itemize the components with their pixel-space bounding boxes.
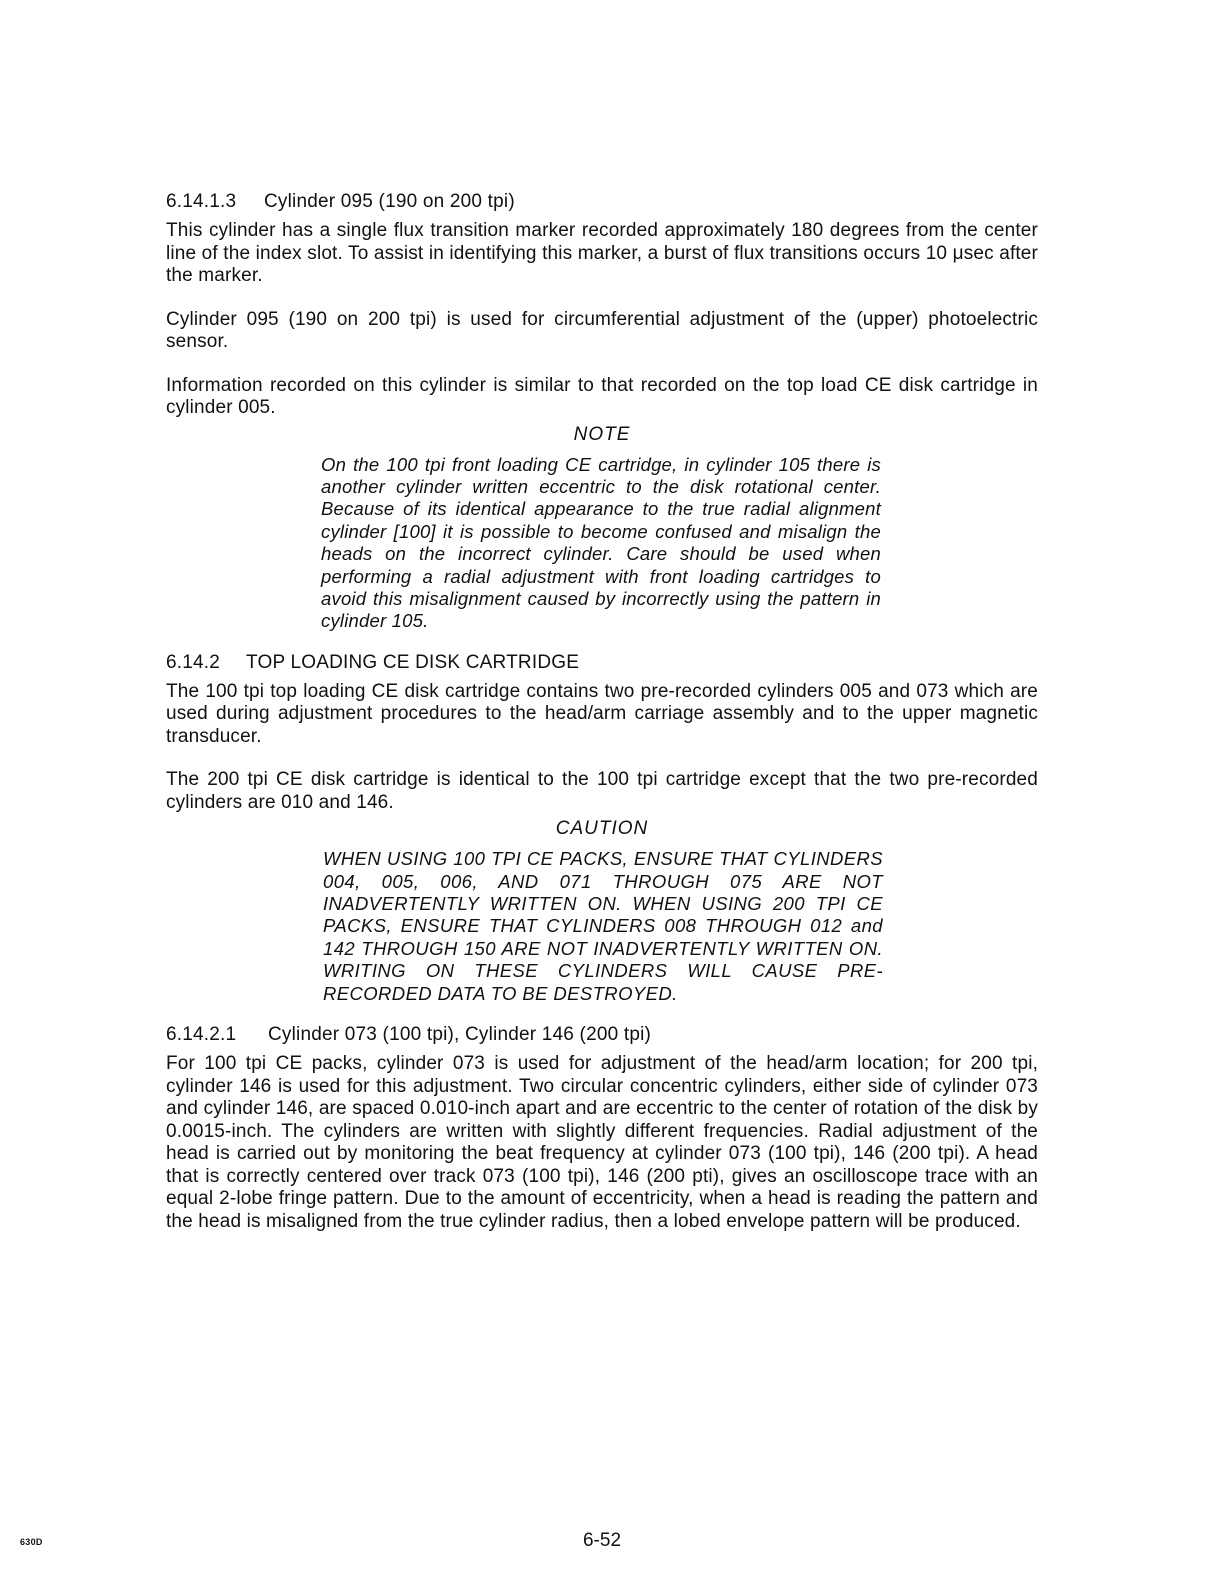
section-number: 6.14.1.3 xyxy=(166,191,237,212)
section-title: TOP LOADING CE DISK CARTRIDGE xyxy=(246,651,580,673)
paragraph: For 100 tpi CE packs, cylinder 073 is used for adjustment of the head/arm location; for 200 tpi, cylinder 146 is used for this adjustment. Two circular concentric cylinders, either side of cylinder 073 and cylinder 146, are spaced 0.010-inch apart and are eccentric to the center of rotation of the disk by 0.0015-inch. The cylinders are written with slightly different frequencies. Radial adjustment of the head is carried out by monitoring the beat frequency at cylinder 073 (100 tpi), 146 (200 tpi). A head that is correctly centered over track 073 (100 tpi), 146 (200 pti), gives an oscilloscope trace with an equal 2-lobe fringe pattern. Due to the amount of eccentricity, when a head is reading the pattern and the head is misaligned from the true cylinder radius, then a lobed envelope pattern will be produced. xyxy=(166,1053,1038,1232)
paragraph: Information recorded on this cylinder is similar to that recorded on the top load CE disk cartridge in cylinder 005. xyxy=(166,374,1038,418)
document-code: 630D xyxy=(20,1537,43,1547)
paragraph: The 200 tpi CE disk cartridge is identical to the 100 tpi cartridge except that the two pre-recorded cylinders are 010 and 146. xyxy=(166,769,1038,813)
note-title: NOTE xyxy=(573,423,631,445)
content-column xyxy=(166,190,1038,1254)
paragraph: Cylinder 095 (190 on 200 tpi) is used for circumferential adjustment of the (upper) photoelectric sensor. xyxy=(166,308,1038,352)
page-number: 6-52 xyxy=(582,1530,622,1551)
paragraph: The 100 tpi top loading CE disk cartridge contains two pre-recorded cylinders 005 and 073 which are used during adjustment procedures to the head/arm carriage assembly and to the upper magnetic transducer. xyxy=(166,680,1038,747)
section-title: Cylinder 095 (190 on 200 tpi) xyxy=(264,191,515,212)
caution-text: WHEN USING 100 TPI CE PACKS, ENSURE THAT CYLINDERS 004, 005, 006, AND 071 THROUGH 075 ARE NOT INADVERTENTLY WRITTEN ON. WHEN USING 200 TPI CE PACKS, ENSURE THAT CYLINDERS 008 THROUGH 012 and 142 THROUGH 150 ARE NOT INADVERTENTLY WRITTEN ON. WRITING ON THESE CYLINDERS WILL CAUSE PRE-RECORDED DATA TO BE DESTROYED. xyxy=(323,848,883,1004)
section-heading-6-14-2-1 xyxy=(166,1023,1038,1047)
section-title: Cylinder 073 (100 tpi), Cylinder 146 (200 tpi) xyxy=(268,1024,652,1046)
section-number: 6.14.2 xyxy=(166,651,221,673)
section-heading-6-14-2 xyxy=(166,651,1038,675)
section-number: 6.14.2.1 xyxy=(166,1024,237,1046)
note-text: On the 100 tpi front loading CE cartridge, in cylinder 105 there is another cylinder written eccentric to the disk rotational center. Because of its identical appearance to the true radial alignment cylinder [100] it is possible to become confused and misalign the heads on the incorrect cylinder. Care should be used when performing a radial adjustment with front loading cartridges to avoid this misalignment caused by incorrectly using the pattern in cylinder 105. xyxy=(321,453,881,632)
paragraph: This cylinder has a single flux transition marker recorded approximately 180 degrees from the center line of the index slot. To assist in identifying this marker, a burst of flux transitions occurs 10 μsec after the marker. xyxy=(166,220,1038,286)
section-heading-6-14-1-3 xyxy=(166,190,1038,214)
caution-title: CAUTION xyxy=(555,818,649,840)
